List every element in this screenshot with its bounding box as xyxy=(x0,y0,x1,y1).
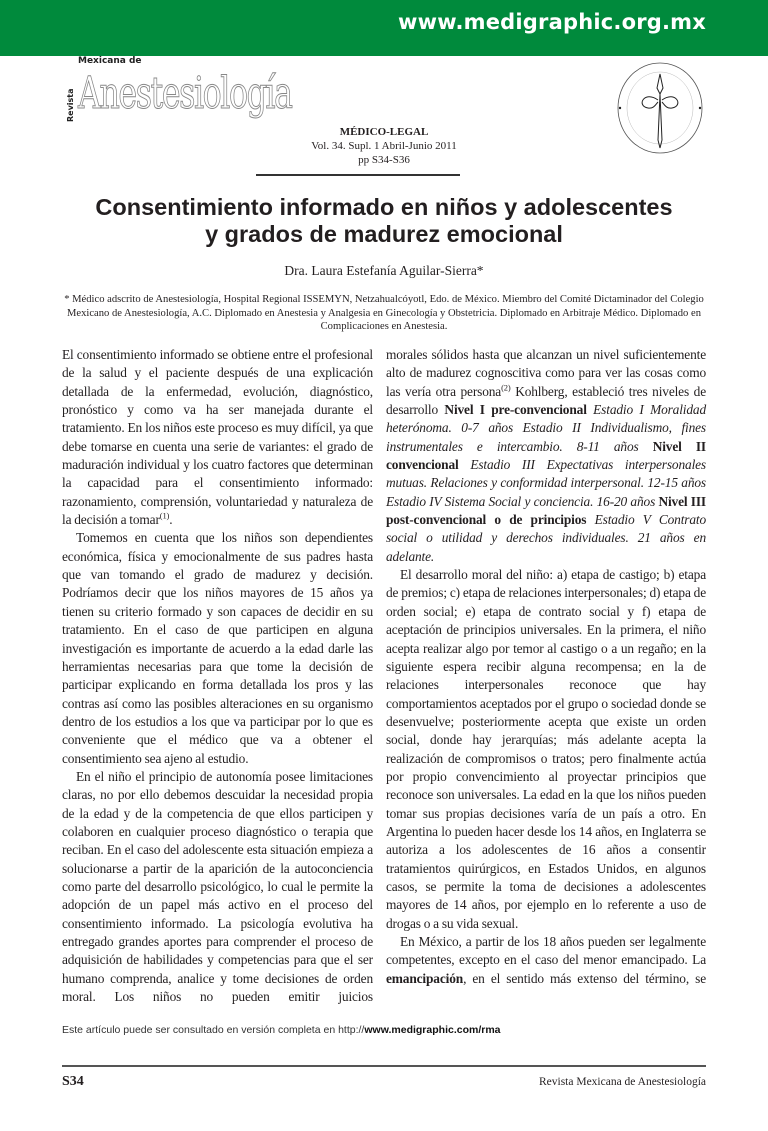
logo-revista: Revista xyxy=(66,88,75,122)
text-run: Nivel I pre-convencional xyxy=(444,402,587,418)
text-run: Nivel III post-convencional o de principios xyxy=(386,493,706,528)
article-title xyxy=(40,194,728,248)
text-run: En el niño el principio de autonomía posee limitaciones claras, no por ello debemos descuidar la necesidad propia de la edad y de la competencia de que ellos participen y colaboren en cualquier proceso diagnóstico o terapia que reciban. En el caso del adolescente esta situación empieza a solucionarse a partir de la aparición de la autoconciencia como parte del desarrollo psicológico, lo cual le permite la adopción de un papel más activo en el proceso del consentimiento informado. La psicología evolutiva ha entregado grandes aportes para comprender el proceso de adquisición de habilidades y competencias para que el ser humano comprenda, analice y tome decisiones de orden moral. Los niños no pueden emitir juicios xyxy=(62,768,373,1005)
volume-info: Vol. 34. Supl. 1 Abril-Junio 2011 xyxy=(311,140,457,152)
journal-logo xyxy=(66,56,292,124)
author: Dra. Laura Estefanía Aguilar-Sierra* xyxy=(284,263,484,278)
text-run: Estadio V Contrato social o utilidad y derechos individuales. 21 años en adelante. xyxy=(386,512,706,564)
paragraph xyxy=(62,346,373,529)
body-columns xyxy=(62,346,706,1006)
title-line-1: Consentimiento informado en niños y adolescentes xyxy=(95,194,673,220)
page-number: S34 xyxy=(62,1074,84,1090)
banner-url[interactable]: www.medigraphic.org.mx xyxy=(398,10,706,34)
note-text: Este artículo puede ser consultado en versión completa en http:// xyxy=(62,1024,365,1037)
text-run: Estadio I Moralidad heterónoma. 0-7 años Estadio II Individualismo, fines instrumentales e intercambio. 8-11 años xyxy=(386,402,707,454)
footer-divider xyxy=(62,1065,706,1067)
journal-name: Revista Mexicana de Anestesiología xyxy=(538,1076,706,1089)
citation-ref: (1) xyxy=(159,510,170,521)
citation-ref: (2) xyxy=(501,382,511,393)
text-run: Tomemos en cuenta que los niños son dependientes económica, física y emocionalmente de sus padres hasta que van tomando el grado de madurez y decisión. Podríamos decir que los niños mayores de 15 años ya tienen su criterio formado y son capaces de decidir en su tratamiento. En el caso de que participen en alguna investigación es importante de acuerdo a la edad darle las herramientas necesarias para que tome la decisión de participar explicando en forma detallada los pros y las contras así como las posibles alteraciones en su organismo dentro de los estudios a los que va participar por lo que es conveniente que el médico que va a obtener el consentimiento sea ajeno al estudio. xyxy=(62,530,373,766)
text-run: Estadio III Expectativas interpersonales mutuas. Relaciones y conformidad interpersonal. 12-15 años Estadio IV Sistema Social y conciencia. 16-20 años xyxy=(386,457,706,509)
left-column xyxy=(62,346,373,1006)
note-link[interactable]: www.medigraphic.com/rma xyxy=(364,1024,501,1037)
paragraph xyxy=(62,529,373,767)
logo-anestesiologia: Anestesiología xyxy=(78,68,292,119)
paragraph xyxy=(62,768,373,1006)
author-affiliation: * Médico adscrito de Anestesiología, Hospital Regional ISSEMYN, Netzahualcóyotl, Edo. de México. Miembro del Comité Dictaminador del Colegio Mexicano de Anestesiología, A.C. Diplomado en Anestesia y Analgesia en Ginecología y Obstetricia. Diplomado en Arbitraje Médico. Diplomado en Complicaciones en Anestesia. xyxy=(64,294,704,333)
text-run: Kohlberg, estableció tres niveles de desarrollo xyxy=(386,383,706,418)
top-banner xyxy=(0,0,768,56)
page-range: pp S34-S36 xyxy=(358,154,410,166)
page-footer xyxy=(62,1073,706,1131)
paragraph xyxy=(386,346,706,566)
paragraph xyxy=(386,566,706,933)
title-line-2: y grados de madurez emocional xyxy=(205,221,563,247)
article-body xyxy=(62,346,706,1131)
text-run: , en el sentido más extenso del término, se xyxy=(463,970,706,986)
paragraph xyxy=(386,933,706,988)
text-run xyxy=(586,512,594,527)
header-divider xyxy=(256,174,460,176)
text-run: . xyxy=(169,512,173,528)
text-run xyxy=(459,457,471,472)
availability-note xyxy=(62,1024,706,1037)
section-label: MÉDICO-LEGAL xyxy=(339,126,429,138)
text-run: emancipación xyxy=(386,970,464,986)
text-run: El consentimiento informado se obtiene entre el profesional de la salud y el paciente después de una explicación detallada de la enfermedad, evolución, diagnóstico, pronóstico y como va ha ser manejada durante el tratamiento. En los niños este proceso es muy difícil, ya que debe tomarse en cuenta una serie de variantes: el grado de maduración individual y los cuatro factores que determinan la capacidad para el consentimiento informado: razonamiento, comprensión, voluntariedad y naturaleza de la decisión a tomar xyxy=(62,347,373,528)
text-run: morales sólidos hasta que alcanzan un nivel suficientemente alto de madurez cognoscitiva como para ver las cosas como las vería otra persona xyxy=(386,347,706,399)
text-run: En México, a partir de los 18 años pueden ser legalmente competentes, excepto en el caso del menor emancipado. La xyxy=(386,934,706,968)
text-run: Nivel II convencional xyxy=(386,438,706,473)
text-run xyxy=(639,439,653,454)
text-run: El desarrollo moral del niño: a) etapa de castigo; b) etapa de premios; c) etapa de relaciones interpersonales; d) etapa de orden social; e) etapa de contrato social y f) etapa de aceptación de principios universales. En la primera, el niño acepta realizar algo por temor al castigo o a un regaño; en la siguiente espera recibir alguna recompensa; en la de relaciones interpersonales reconoce que hay comportamientos aceptados por el grupo o sociedad donde se desenvuelve; posteriormente acepta que existe un orden social, donde hay jerarquías; más adelante acepta la realización de compromisos o tratos; pero finalmente actúa por propio convencimiento al proyectar principios que reconoce son universales. La edad en la que los niños pueden tomar sus propias decisiones varía de un país a otro. En Argentina lo pueden hacer desde los 14 años, en Inglaterra se autoriza a los adolescentes de 16 años a consentir tratamientos quirúrgicos, en Estados Unidos, en algunos casos, se permite la toma de decisiones a adolescentes mayores de 14 años, por ejemplo en lo referente a uso de drogas o a su vida sexual. xyxy=(386,567,706,931)
logo-mexicana-de: Mexicana de xyxy=(78,56,142,66)
right-column xyxy=(386,346,706,988)
